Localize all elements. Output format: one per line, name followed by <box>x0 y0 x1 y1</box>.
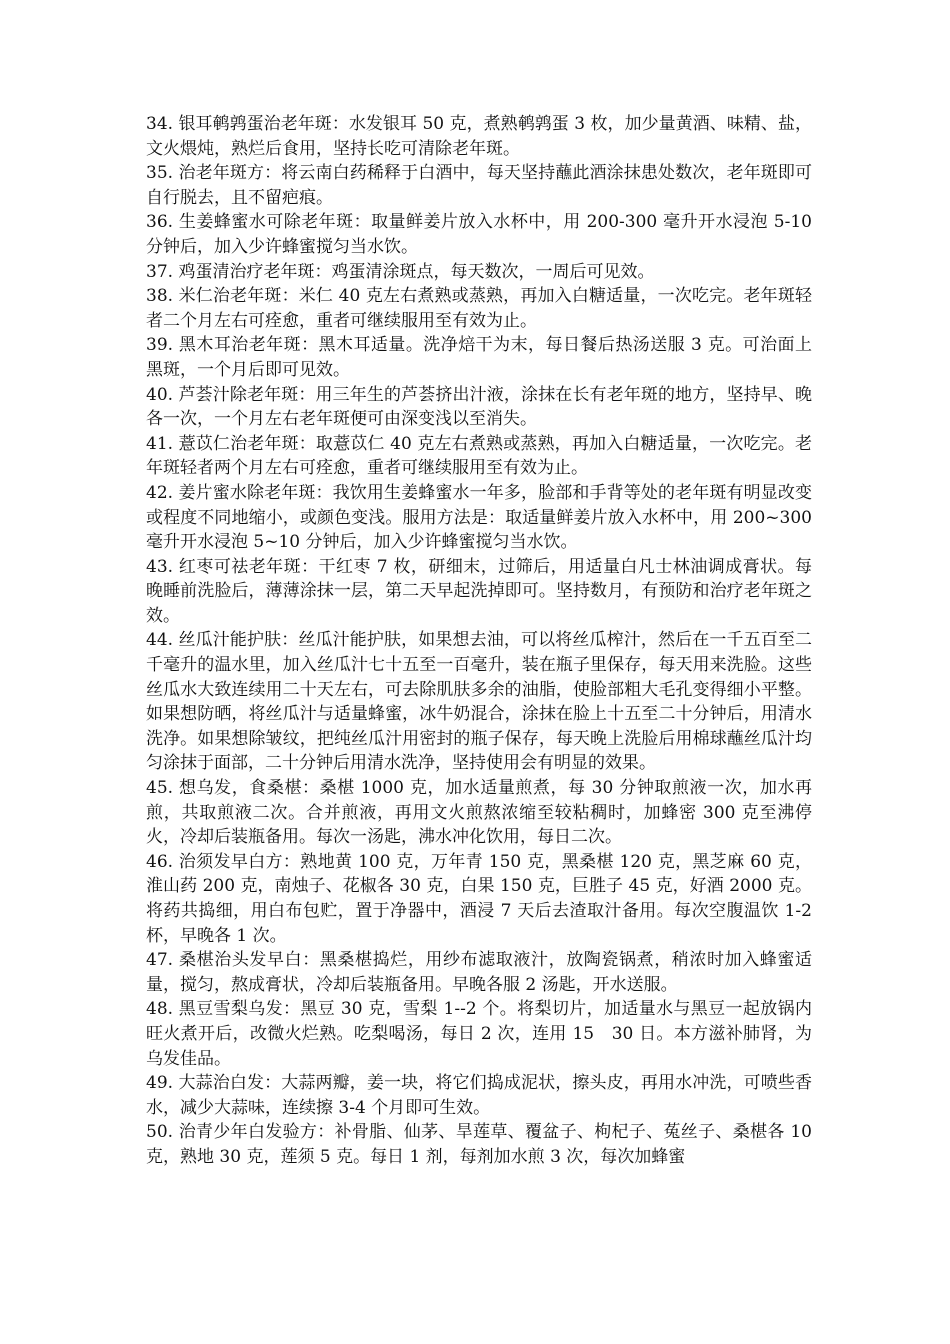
remedy-entry-35: 35. 治老年斑方：将云南白药稀释于白酒中，每天坚持蘸此酒涂抹患处数次，老年斑即可自行脱去，且不留疤痕。 <box>146 163 812 208</box>
remedy-entry-47: 47. 桑椹治头发早白：黑桑椹捣烂，用纱布滤取液汁，放陶瓷锅煮，稍浓时加入蜂蜜适量，搅匀，熬成膏状，冷却后装瓶备用。早晚各服 2 汤匙，开水送服。 <box>146 950 812 995</box>
remedy-entry-48: 48. 黑豆雪梨乌发：黑豆 30 克，雪梨 1--2 个。将梨切片，加适量水与黑豆一起放锅内旺火煮开后，改微火烂熟。吃梨喝汤，每日 2 次，连用 15 30 日。本方滋补肺肾，为乌发佳品。 <box>146 999 812 1069</box>
remedy-entry-34: 34. 银耳鹌鹑蛋治老年斑：水发银耳 50 克，煮熟鹌鹑蛋 3 枚，加少量黄酒、味精、盐，文火煨炖，熟烂后食用，坚持长吃可清除老年斑。 <box>146 114 812 159</box>
remedy-entry-37: 37. 鸡蛋清治疗老年斑：鸡蛋清涂斑点，每天数次，一周后可见效。 <box>146 261 655 282</box>
remedy-list <box>146 112 812 1170</box>
remedy-entry-44: 44. 丝瓜汁能护肤：丝瓜汁能护肤，如果想去油，可以将丝瓜榨汁，然后在一千五百至二千毫升的温水里，加入丝瓜汁七十五至一百毫升，装在瓶子里保存，每天用来洗脸。这些丝瓜水大致连续用二十天左右，可去除肌肤多余的油脂，使脸部粗大毛孔变得细小平整。如果想防晒，将丝瓜汁与适量蜂蜜，冰牛奶混合，涂抹在脸上十五至二十分钟后，用清水洗净。如果想除皱纹，把纯丝瓜汁用密封的瓶子保存，每天晚上洗脸后用棉球蘸丝瓜汁均匀涂抹于面部，二十分钟后用清水洗净，坚持使用会有明显的效果。 <box>146 630 812 774</box>
remedy-entry-38: 38. 米仁治老年斑：米仁 40 克左右煮熟或蒸熟，再加入白糖适量，一次吃完。老年斑轻者二个月左右可痊愈，重者可继续服用至有效为止。 <box>146 286 812 331</box>
remedy-entry-45: 45. 想乌发，食桑椹：桑椹 1000 克，加水适量煎煮，每 30 分钟取煎液一次，加水再煎，共取煎液二次。合并煎液，再用文火煎熬浓缩至较粘稠时，加蜂密 300 克至沸停火，冷却后装瓶备用。每次一汤匙，沸水冲化饮用，每日二次。 <box>146 778 812 848</box>
remedy-entry-42: 42. 姜片蜜水除老年斑：我饮用生姜蜂蜜水一年多，脸部和手背等处的老年斑有明显改变或程度不同地缩小，或颜色变浅。服用方法是：取适量鲜姜片放入水杯中，用 200~300 毫升开水浸泡 5~10 分钟后，加入少许蜂蜜搅匀当水饮。 <box>146 482 812 553</box>
remedy-entry-40: 40. 芦荟汁除老年斑：用三年生的芦荟挤出汁液，涂抹在长有老年斑的地方，坚持早、晚各一次，一个月左右老年斑便可由深变浅以至消失。 <box>146 384 812 430</box>
remedy-entry-36: 36. 生姜蜂蜜水可除老年斑：取量鲜姜片放入水杯中，用 200-300 毫升开水浸泡 5-10 分钟后，加入少许蜂蜜搅匀当水饮。 <box>146 212 812 257</box>
remedy-entry-49: 49. 大蒜治白发：大蒜两瓣，姜一块，将它们捣成泥状，擦头皮，再用水冲洗，可喷些香水，减少大蒜味，连续擦 3-4 个月即可生效。 <box>146 1073 812 1118</box>
remedy-entry-43: 43. 红枣可祛老年斑：干红枣 7 枚，研细末，过筛后，用适量白凡士林油调成膏状。每晚睡前洗脸后，薄薄涂抹一层，第二天早起洗掉即可。坚持数月，有预防和治疗老年斑之效。 <box>146 556 812 626</box>
remedy-entry-50: 50. 治青少年白发验方：补骨脂、仙茅、旱莲草、覆盆子、枸杞子、菟丝子、桑椹各 10 克，熟地 30 克，莲须 5 克。每日 1 剂，每剂加水煎 3 次，每次加蜂蜜 <box>146 1122 812 1167</box>
remedy-entry-39: 39. 黑木耳治老年斑：黑木耳适量。洗净焙干为末，每日餐后热汤送服 3 克。可治面上黑斑，一个月后即可见效。 <box>146 335 812 380</box>
remedy-entry-41: 41. 薏苡仁治老年斑：取薏苡仁 40 克左右煮熟或蒸熟，再加入白糖适量，一次吃完。老年斑轻者两个月左右可痊愈，重者可继续服用至有效为止。 <box>146 433 812 479</box>
remedy-entry-46: 46. 治须发早白方：熟地黄 100 克，万年青 150 克，黑桑椹 120 克，黑芝麻 60 克，淮山药 200 克，南烛子、花椒各 30 克，白果 150 克，巨胜子 45 克，好酒 2000 克。将药共捣细，用白布包贮，置于净器中，酒浸 7 天后去渣取汁备用。每次空腹温饮 1-2 杯，早晚各 1 次。 <box>146 851 812 946</box>
